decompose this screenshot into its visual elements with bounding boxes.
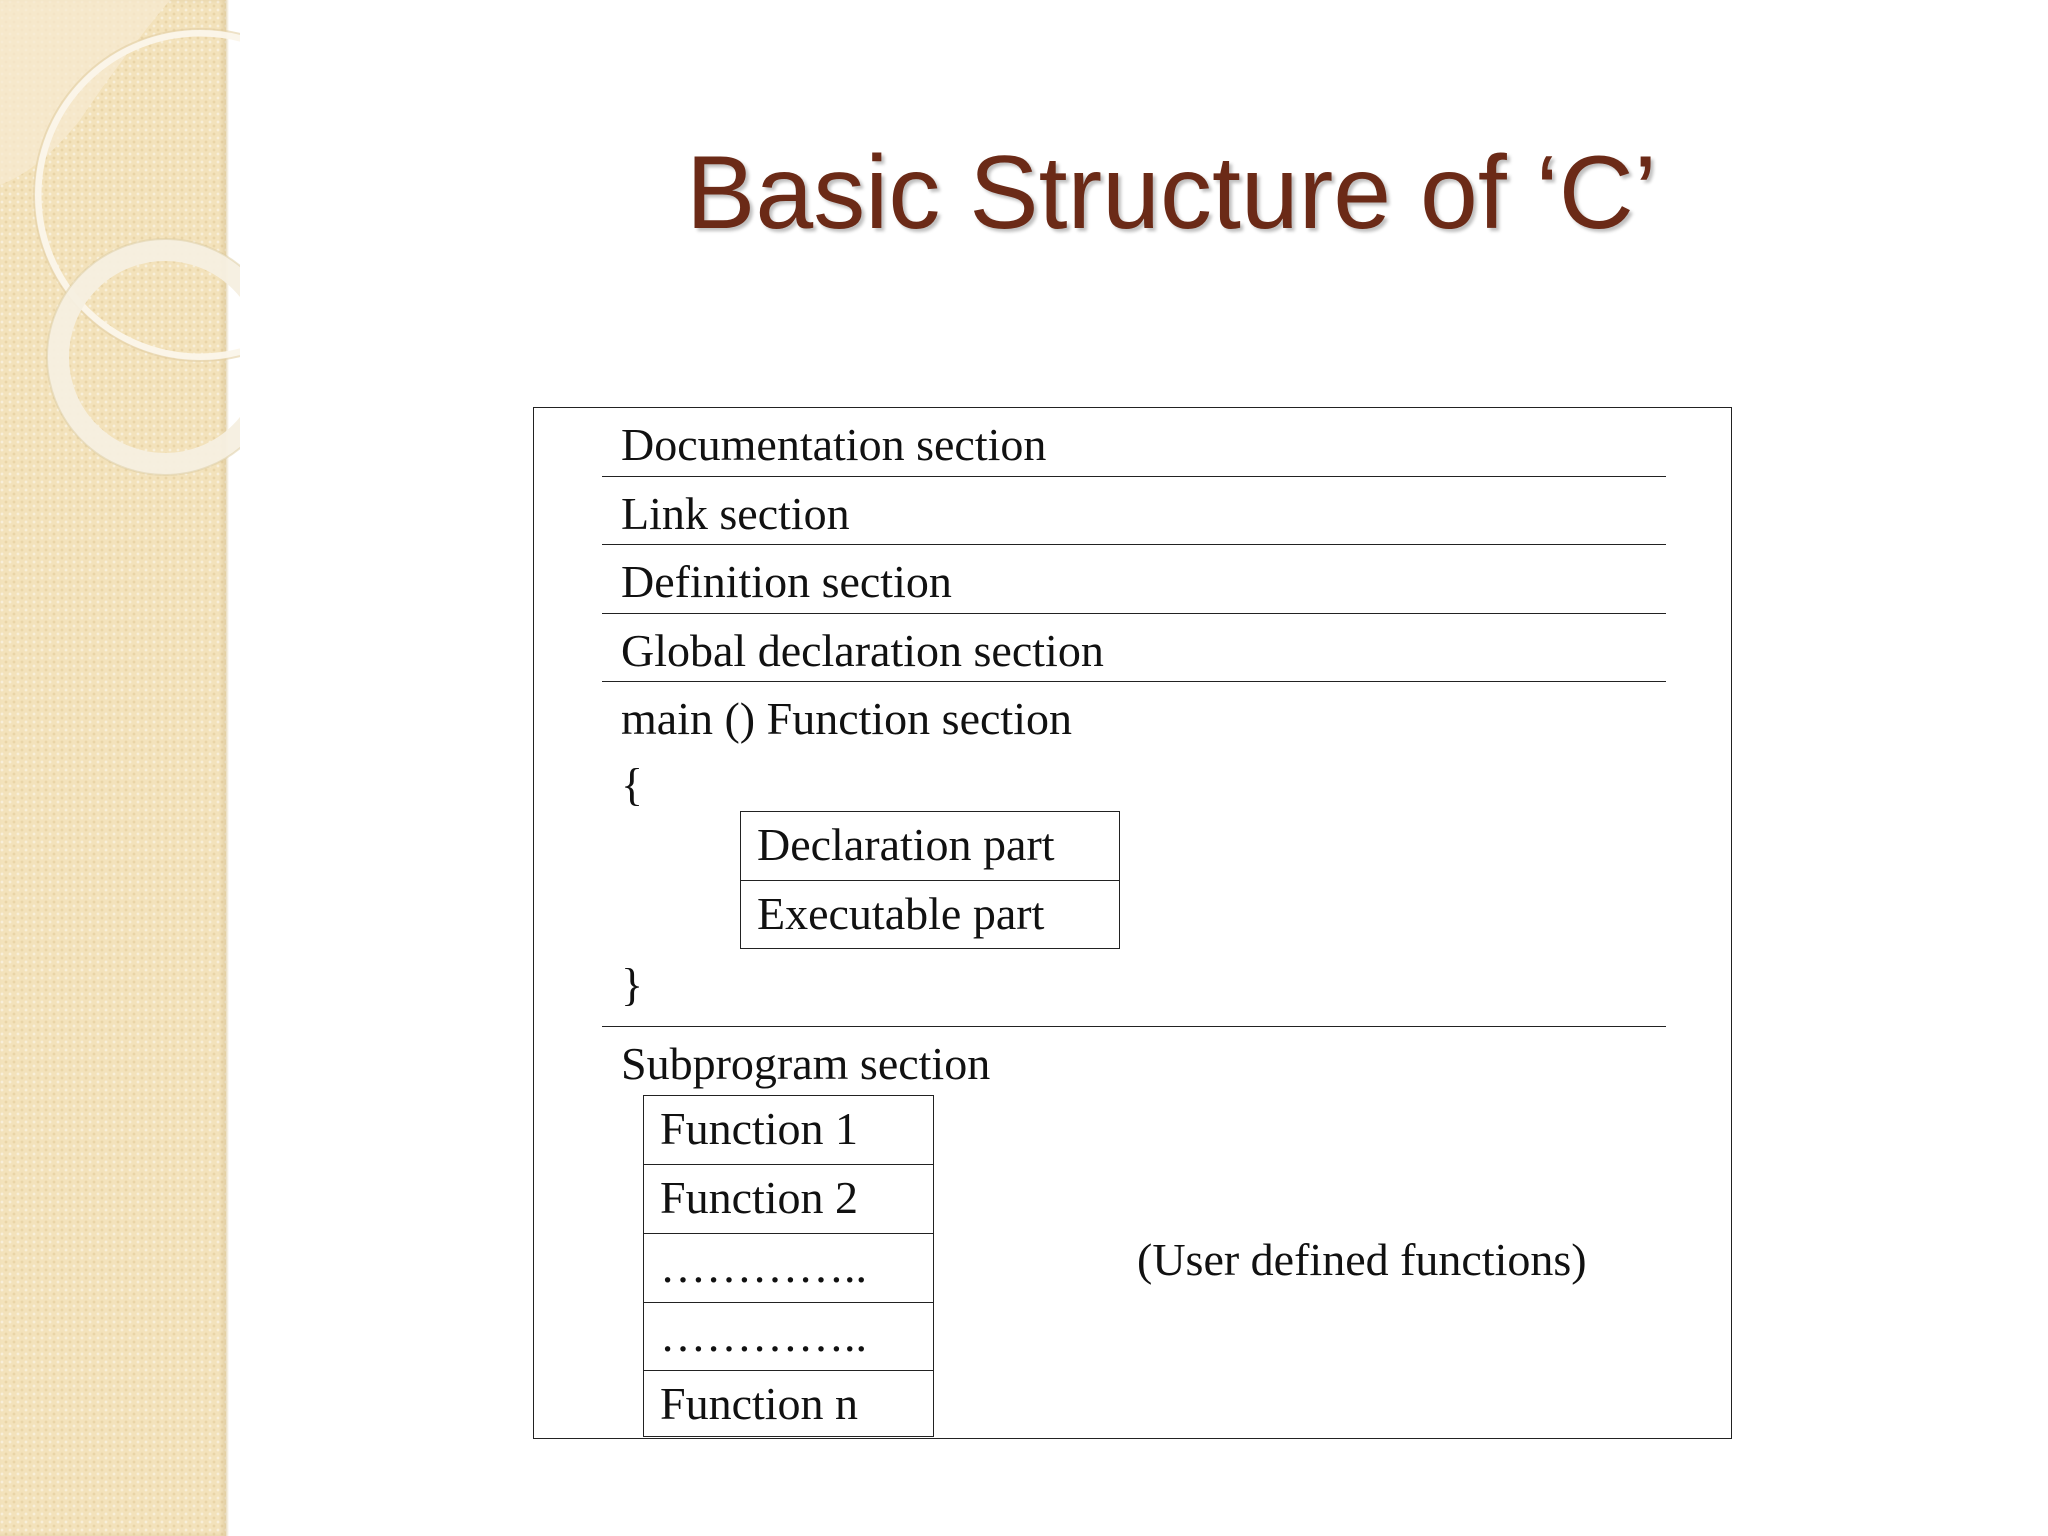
divider-line [602,681,1666,682]
documentation-section: Documentation section [621,419,1047,470]
divider-line [602,1026,1666,1027]
open-brace: { [621,759,644,810]
main-parts-box [740,811,1120,949]
divider-line [602,476,1666,477]
functions-box [643,1095,934,1437]
definition-section: Definition section [621,556,952,607]
function-row: Function n [644,1370,933,1436]
subprogram-section: Subprogram section [621,1038,991,1089]
function-row-ellipsis: ………….. [644,1233,933,1302]
link-section: Link section [621,488,850,539]
divider-line [602,544,1666,545]
function-row: Function 2 [644,1164,933,1233]
main-function-section: main () Function section [621,693,1072,744]
divider-line [602,613,1666,614]
user-defined-functions-note: (User defined functions) [1137,1234,1587,1285]
executable-part: Executable part [741,880,1119,948]
declaration-part: Declaration part [757,819,1055,870]
function-row-ellipsis: ………….. [644,1302,933,1370]
slide-title-area [560,128,2000,258]
slide-title: Basic Structure of ‘C’ [686,135,1657,251]
global-declaration-section: Global declaration section [621,625,1104,676]
decorative-rings [0,0,240,520]
function-row: Function 1 [660,1103,859,1154]
c-structure-diagram [533,407,1732,1439]
close-brace: } [621,959,644,1010]
